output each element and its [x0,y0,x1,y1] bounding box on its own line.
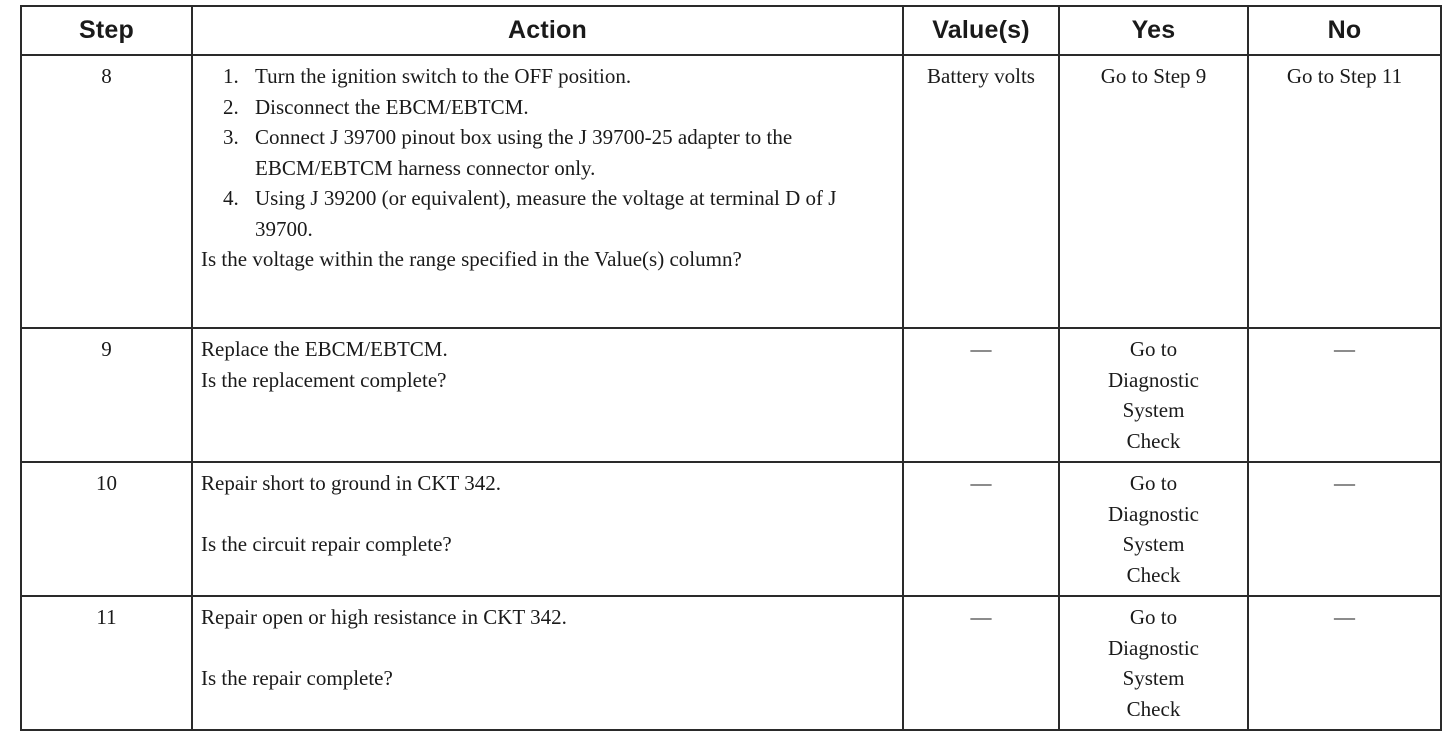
action-question: Is the voltage within the range specified in the Value(s) column? [201,247,742,271]
yes-cell [1059,328,1248,462]
action-step [223,183,894,244]
value-dash: — [970,471,992,495]
no-cell [1248,328,1441,462]
action-cell [192,55,903,328]
action-step-number: 1. [223,64,239,88]
no-cell: Go to Step 11 [1248,55,1441,328]
action-cell [192,328,903,462]
action-steps-list [201,61,894,244]
table-row [21,596,1441,730]
value-cell [903,596,1059,730]
step-number: 9 [21,328,192,462]
action-text: Repair short to ground in CKT 342. [201,471,502,495]
table-row [21,55,1441,328]
value-cell: Battery volts [903,55,1059,328]
yes-text: Go to Diagnostic System Check [1108,337,1199,453]
header-no: No [1248,6,1441,55]
action-step-number: 2. [223,94,239,119]
diagnostic-table [20,5,1442,731]
header-yes: Yes [1059,6,1248,55]
action-cell [192,462,903,596]
value-dash: — [970,337,992,361]
action-cell [192,596,903,730]
yes-text: Go to Diagnostic System Check [1108,605,1199,721]
action-step [223,122,894,183]
header-values: Value(s) [903,6,1059,55]
yes-text: Go to Diagnostic System Check [1108,471,1199,587]
yes-cell: Go to Step 9 [1059,55,1248,328]
step-number: 8 [21,55,192,328]
action-question: Is the replacement complete? [201,367,447,392]
value-cell [903,462,1059,596]
header-action: Action [192,6,903,55]
no-dash: — [1334,471,1355,495]
spacer [201,499,894,529]
action-text: Replace the EBCM/EBTCM. [201,337,448,361]
action-step-text: Connect J 39700 pinout box using the J 39700-25 adapter to the EBCM/EBTCM harness connector only. [255,125,793,180]
action-step-number: 3. [223,125,239,149]
no-dash: — [1334,337,1355,361]
no-dash: — [1334,605,1355,629]
step-number: 10 [21,462,192,596]
table-row [21,462,1441,596]
action-text: Repair open or high resistance in CKT 342. [201,605,567,629]
header-step: Step [21,6,192,55]
action-step [223,92,894,123]
action-question: Is the repair complete? [201,665,393,690]
table-row [21,328,1441,462]
action-step-text: Using J 39200 (or equivalent), measure the voltage at terminal D of J 39700. [255,186,837,241]
value-dash: — [970,605,992,629]
spacer [201,633,894,663]
no-cell [1248,596,1441,730]
no-cell [1248,462,1441,596]
action-step-text: Turn the ignition switch to the OFF position. [255,64,632,88]
yes-cell [1059,596,1248,730]
action-question: Is the circuit repair complete? [201,531,452,556]
action-step [223,61,894,92]
yes-cell [1059,462,1248,596]
value-cell [903,328,1059,462]
header-row [21,6,1441,55]
action-step-number: 4. [223,186,239,210]
action-step-text: Disconnect the EBCM/EBTCM. [255,94,529,119]
step-number: 11 [21,596,192,730]
